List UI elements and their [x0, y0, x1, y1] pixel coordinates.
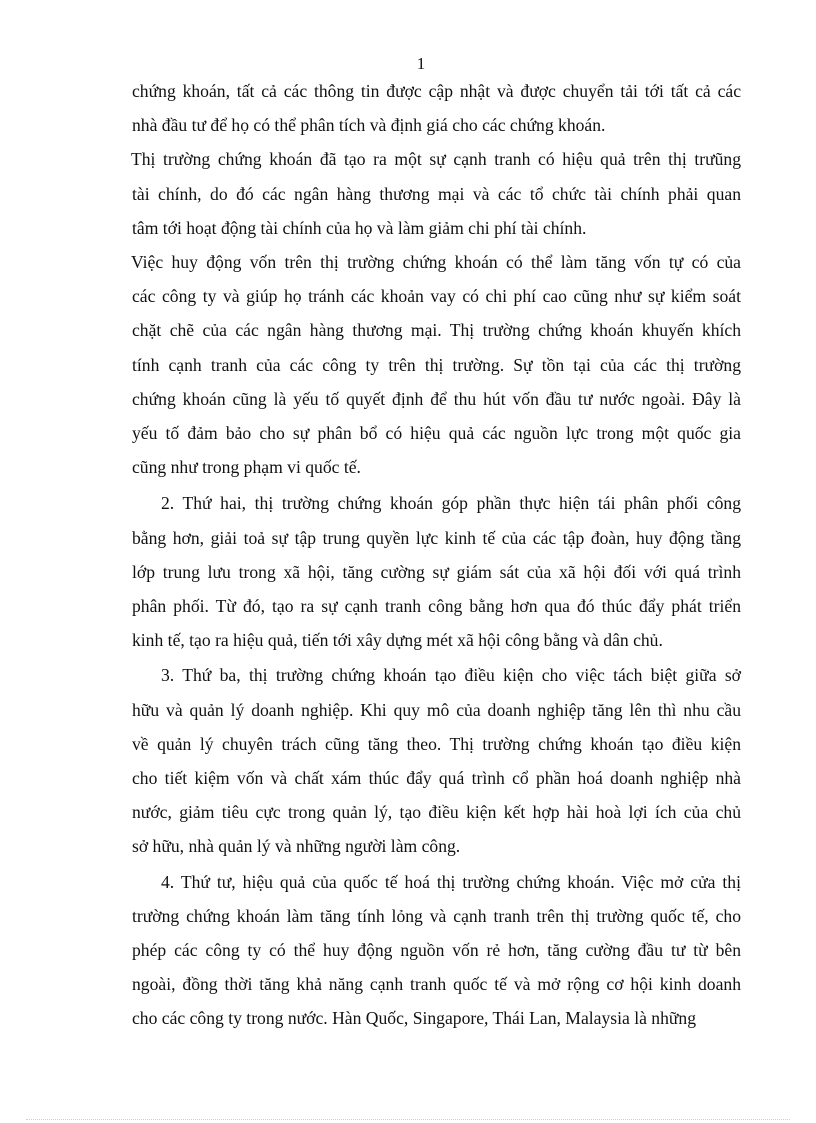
text-line: chứng khoán, tất cả các thông tin được cập nhật và được chuyển tải tới tất cả các: [132, 81, 741, 101]
text-line: tính cạnh tranh của các công ty trên thị trường. Sự tồn tại của các thị trường: [132, 354, 741, 375]
text-line: cũng như trong phạm vi quốc tế.: [132, 457, 361, 478]
text-line: Thị trường chứng khoán đã tạo ra một sự cạnh tranh có hiệu quả trên thị trưũng: [131, 149, 741, 170]
text-line: tâm tới hoạt động tài chính của họ và làm giảm chi phí tài chính.: [132, 217, 587, 238]
text-line: sở hữu, nhà quản lý và những người làm công.: [132, 836, 461, 857]
text-line: trường chứng khoán làm tăng tính lỏng và cạnh tranh trên thị trường quốc tế, cho: [132, 905, 741, 926]
text-line: bằng hơn, giải toả sự tập trung quyền lực kinh tế của các tập đoàn, huy động tầng: [132, 527, 741, 548]
text-line: lớp trung lưu trong xã hội, tăng cường sự giám sát của xã hội đối với quá trình: [132, 561, 741, 582]
text-line: cho tiết kiệm vốn và chất xám thúc đẩy quá trình cổ phần hoá doanh nghiệp nhà: [132, 768, 741, 789]
text-line: chứng khoán cũng là yếu tố quyết định để thu hút vốn đầu tư nước ngoài. Đây là: [132, 388, 741, 409]
text-line: 2. Thứ hai, thị trường chứng khoán góp phần thực hiện tái phân phối công: [161, 493, 741, 514]
paragraph-4: [132, 486, 741, 657]
text-line: kinh tế, tạo ra hiệu quả, tiến tới xây dựng mét xã hội công bằng và dân chủ.: [132, 630, 663, 651]
text-line: nước, giảm tiêu cực trong quản lý, tạo điều kiện kết hợp hài hoà lợi ích của chủ: [132, 802, 741, 823]
text-line: Việc huy động vốn trên thị trường chứng khoán có thể làm tăng vốn tự có của: [131, 252, 741, 273]
text-line: ngoài, đồng thời tăng khả năng cạnh tranh quốc tế và mở rộng cơ hội kinh doanh: [132, 974, 741, 995]
text-line: chặt chẽ của các ngân hàng thương mại. Thị trường chứng khoán khuyến khích: [132, 320, 741, 341]
text-line: về quản lý chuyên trách cũng tăng theo. Thị trường chứng khoán tạo điều kiện: [132, 733, 741, 754]
text-line: tài chính, do đó các ngân hàng thương mại và các tổ chức tài chính phải quan: [132, 183, 741, 204]
paragraph-1: [132, 74, 741, 142]
text-line: 4. Thứ tư, hiệu quả của quốc tế hoá thị trường chứng khoán. Việc mở cửa thị: [161, 871, 741, 892]
text-line: phép các công ty có thể huy động nguồn vốn rẻ hơn, tăng cường đầu tư từ bên: [132, 940, 741, 961]
text-line: hữu và quản lý doanh nghiệp. Khi quy mô của doanh nghiệp tăng lên thì nhu cầu: [132, 699, 741, 720]
text-line: phân phối. Từ đó, tạo ra sự cạnh tranh công bằng hơn qua đó thúc đẩy phát triển: [132, 596, 741, 617]
text-line: 3. Thứ ba, thị trường chứng khoán tạo điều kiện cho việc tách biệt giữa sở: [161, 665, 741, 686]
text-line: cho các công ty trong nước. Hàn Quốc, Singapore, Thái Lan, Malaysia là những: [132, 1008, 697, 1029]
paragraph-6: [132, 865, 741, 1036]
document-body: [132, 74, 741, 1036]
text-line: nhà đầu tư để họ có thể phân tích và định giá cho các chứng khoán.: [132, 115, 606, 136]
page-bottom-rule: [26, 1119, 790, 1120]
page-number: 1: [416, 54, 426, 73]
paragraph-3: [132, 245, 741, 484]
paragraph-5: [132, 658, 741, 863]
paragraph-2: [132, 142, 741, 245]
text-line: yếu tố đảm bảo cho sự phân bổ có hiệu quả các nguồn lực trong một quốc gia: [132, 423, 741, 444]
text-line: các công ty và giúp họ tránh các khoản vay có chi phí cao cũng như sự kiểm soát: [132, 286, 741, 307]
